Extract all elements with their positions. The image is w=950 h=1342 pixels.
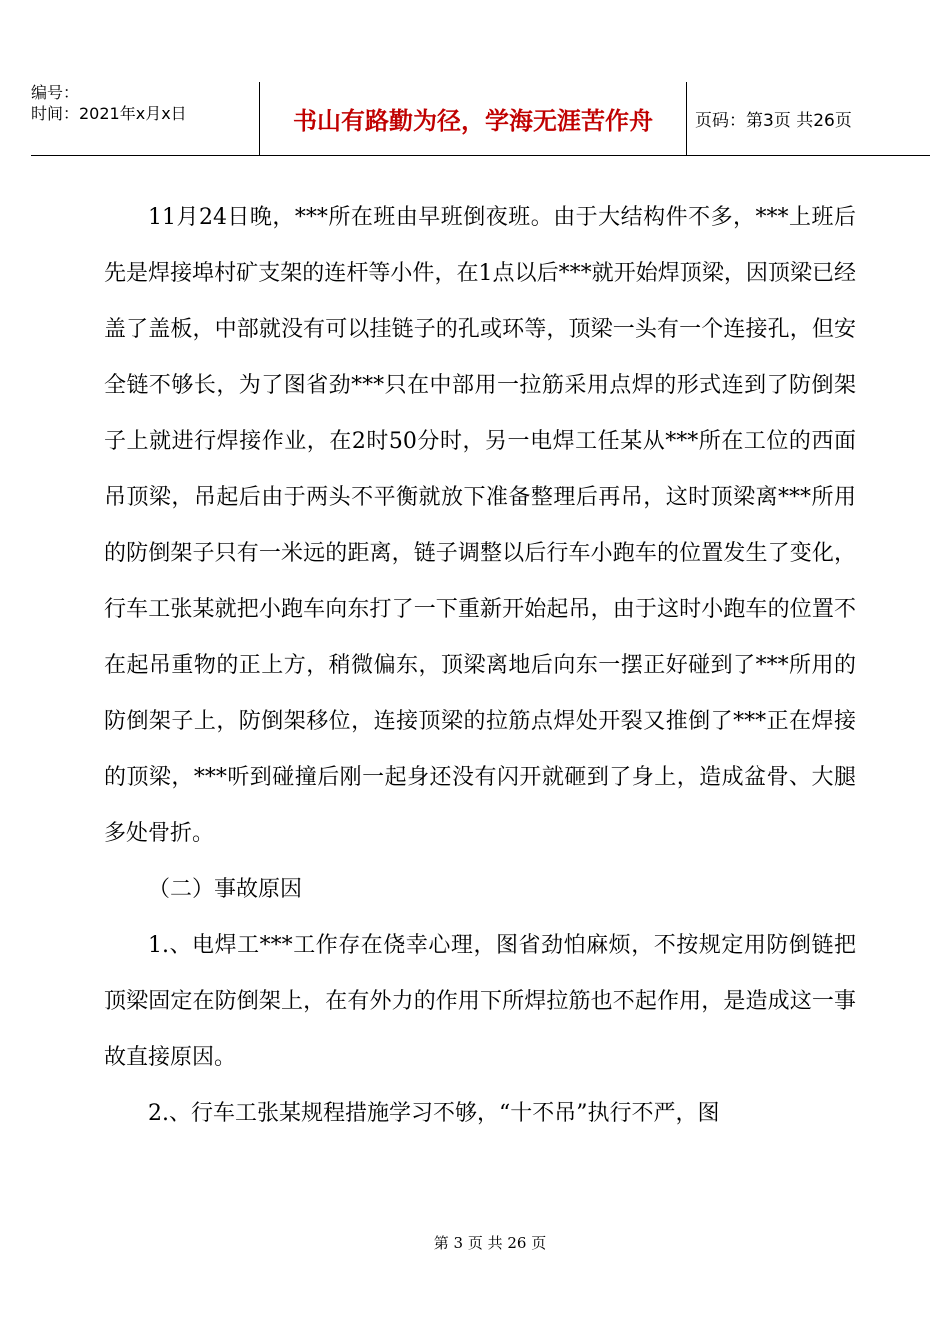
header-meta [31, 82, 259, 155]
body-paragraph: 2.、行车工张某规程措施学习不够，“十不吊”执行不严，图 [148, 1101, 720, 1126]
document-body [104, 190, 856, 1142]
page-footer: 第 3 页 共 26 页 [433, 1234, 547, 1252]
document-time-label: 时间：2021年x月x日 [31, 104, 187, 123]
header-motto: 书山有路勤为径，学海无涯苦作舟 [293, 107, 653, 135]
body-paragraph: 1.、电焊工***工作存在侥幸心理，图省劲怕麻烦，不按规定用防倒链把顶梁固定在防倒架上，在有外力的作用下所焊拉筋也不起作用，是造成这一事故直接原因。 [104, 933, 856, 1070]
document-number-label: 编号： [31, 83, 80, 102]
page-header [31, 82, 930, 156]
header-page-info: 页码：第3页 共26页 [695, 111, 852, 131]
body-paragraph: 11月24日晚，***所在班由早班倒夜班。由于大结构件不多，***上班后先是焊接埠村矿支架的连杆等小件，在1点以后***就开始焊顶梁，因顶梁已经盖了盖板，中部就没有可以挂链子的孔或环等，顶梁一头有一个连接孔，但安全链不够长，为了图省劲***只在中部用一拉筋采用点焊的形式连到了防倒架子上就进行焊接作业，在2时50分时，另一电焊工任某从***所在工位的西面吊顶梁，吊起后由于两头不平衡就放下准备整理后再吊，这时顶梁离***所用的防倒架子只有一米远的距离，链子调整以后行车小跑车的位置发生了变化，行车工张某就把小跑车向东打了一下重新开始起吊，由于这时小跑车的位置不在起吊重物的正上方，稍微偏东，顶梁离地后向东一摆正好碰到了***所用的防倒架子上，防倒架移位，连接顶梁的拉筋点焊处开裂又推倒了***正在焊接的顶梁，***听到碰撞后刚一起身还没有闪开就砸到了身上，造成盆骨、大腿多处骨折。 [104, 205, 856, 846]
section-heading: （二）事故原因 [148, 877, 303, 902]
